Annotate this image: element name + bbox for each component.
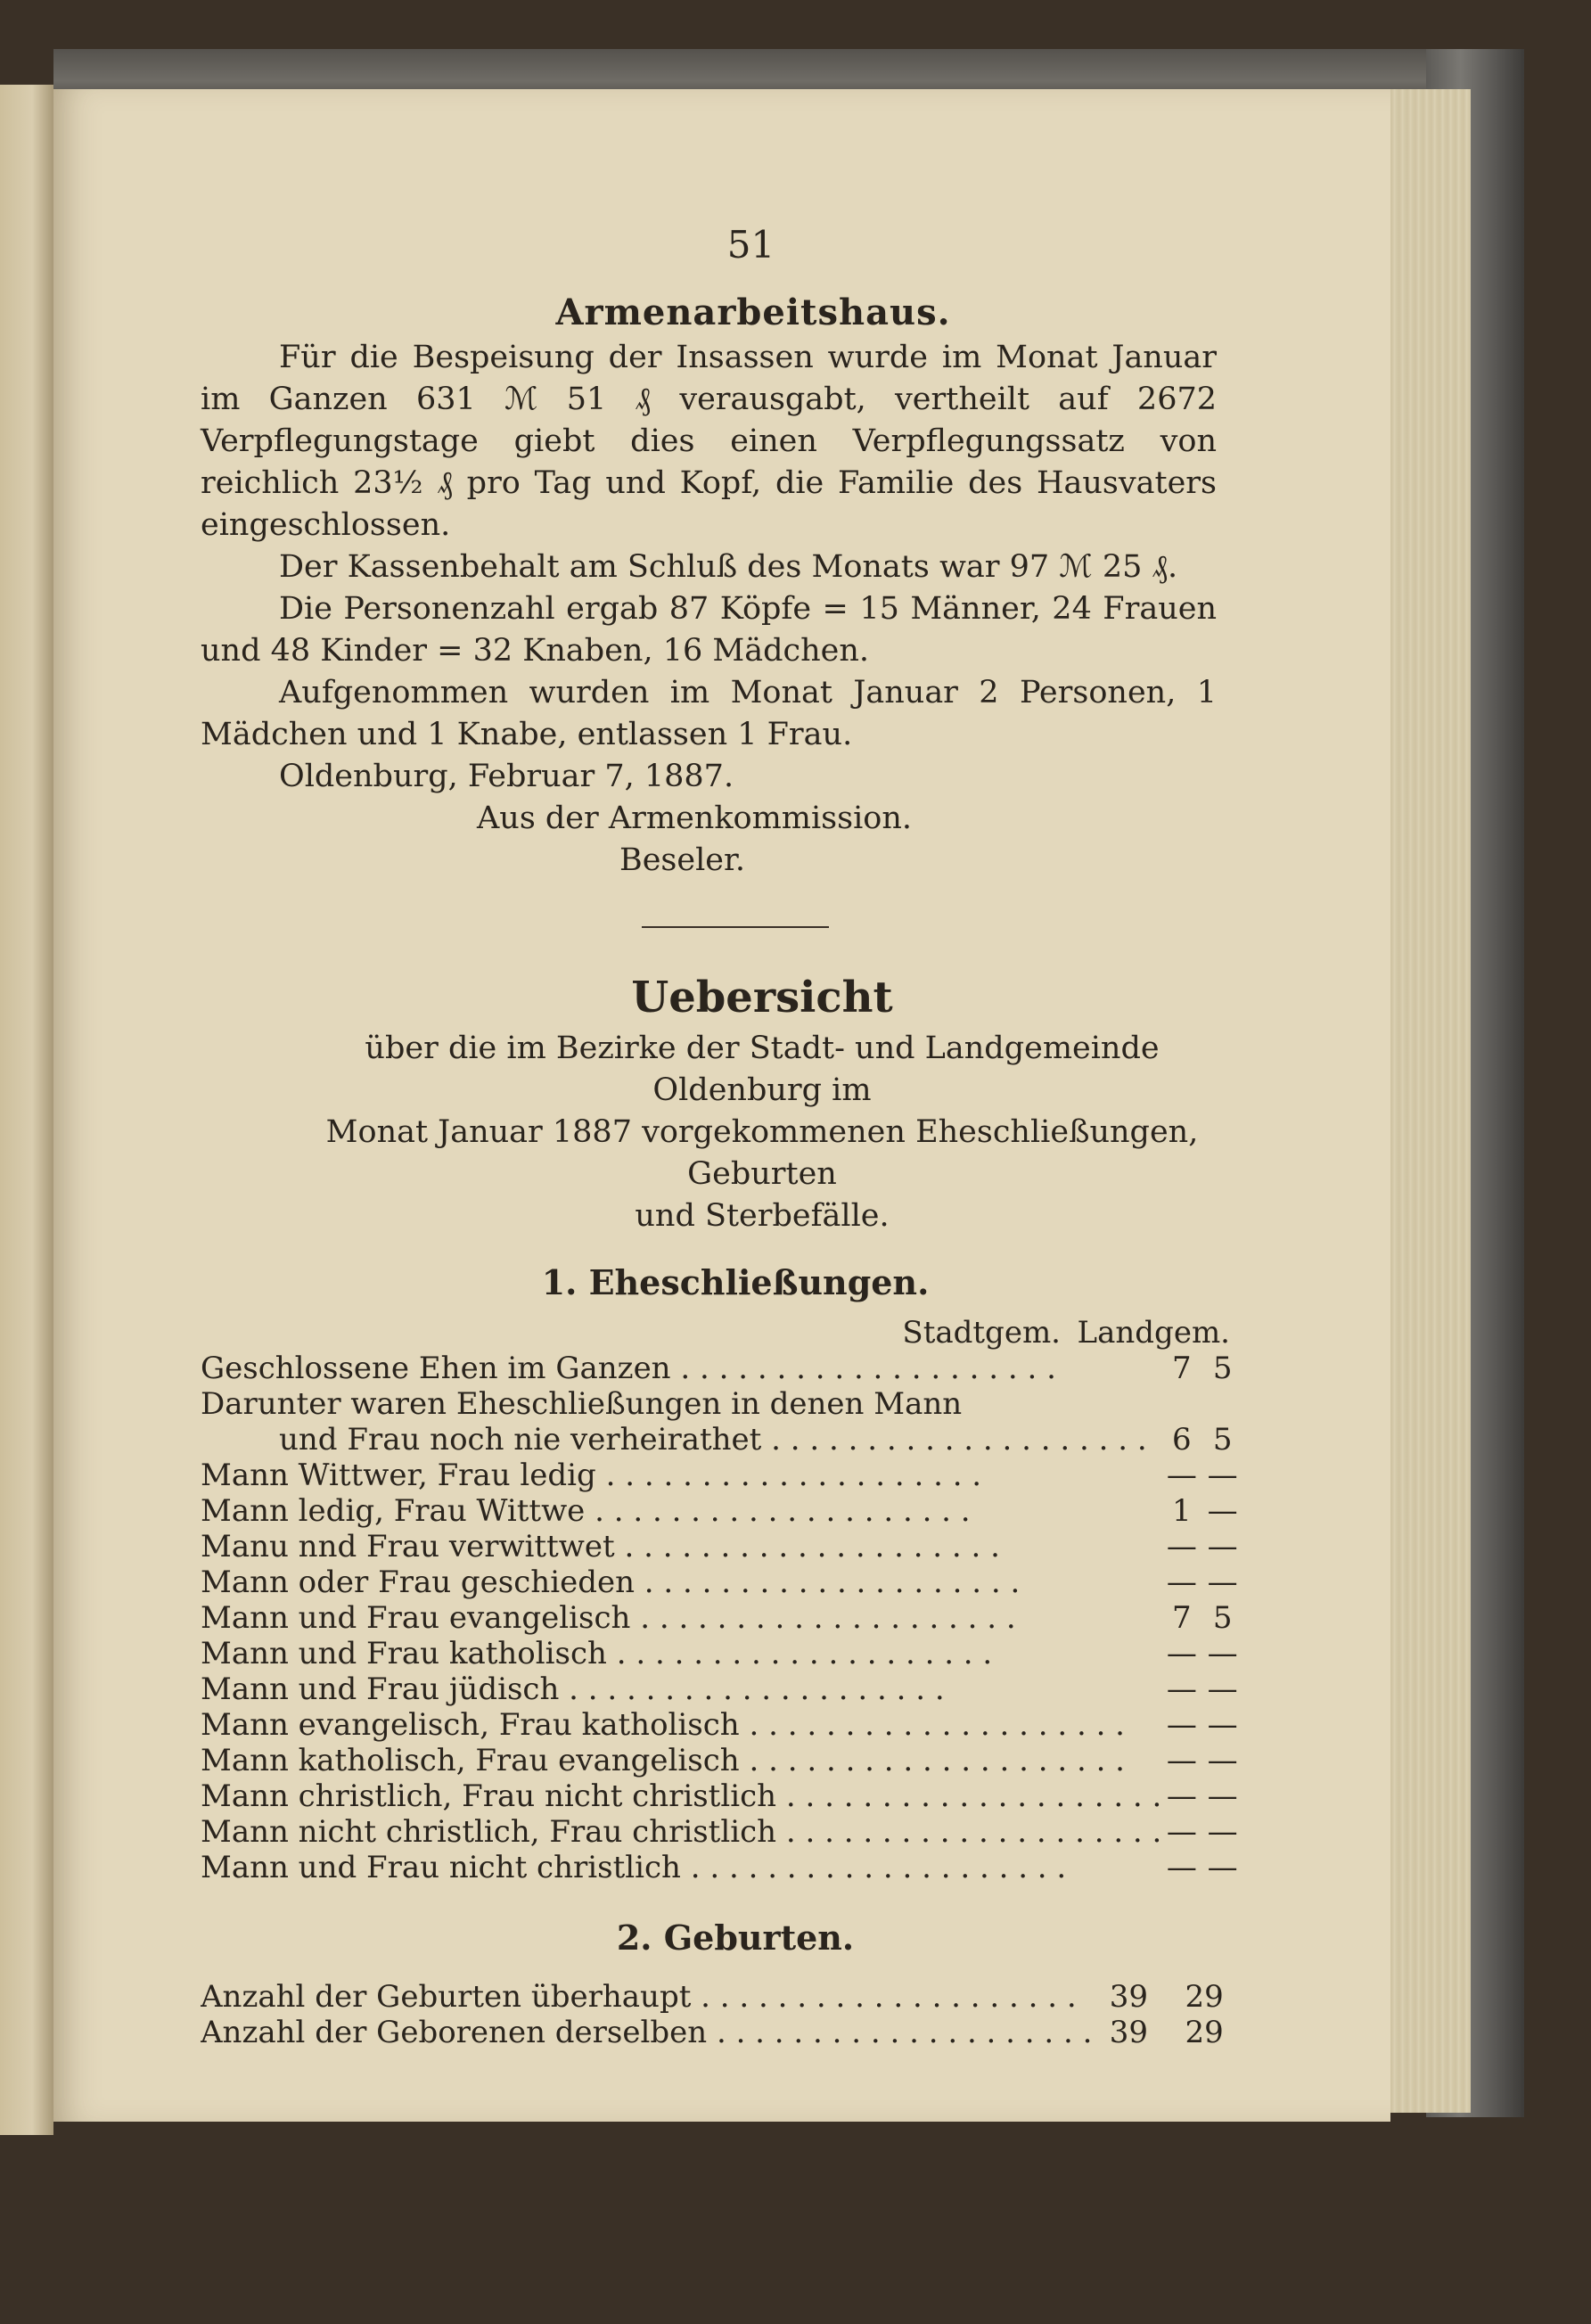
page-stack-edges <box>1386 89 1471 2113</box>
stadt-value: 1 <box>1172 1493 1192 1529</box>
place-date: Oldenburg, Februar 7, 1887. <box>279 759 734 794</box>
stadt-value: — <box>1166 1636 1197 1671</box>
page-number: 51 <box>726 223 775 267</box>
row-label: Mann oder Frau geschieden <box>201 1564 635 1600</box>
table-row <box>201 1671 1243 1707</box>
column-header-stadtgem: Stadtgem. <box>902 1315 1061 1351</box>
stadt-value: 39 <box>1109 1979 1148 2015</box>
row-label: Mann nicht christlich, Frau christlich <box>201 1814 777 1850</box>
row-label: Mann und Frau nicht christlich <box>201 1850 681 1885</box>
row-label: Mann und Frau katholisch <box>201 1636 607 1671</box>
land-value: 29 <box>1185 1979 1224 2015</box>
table-row <box>201 1351 1243 1386</box>
stadt-value: 6 <box>1172 1422 1192 1458</box>
geburten-table <box>201 1979 1243 2050</box>
land-value <box>1201 1386 1243 1422</box>
sender: Aus der Armenkommission. <box>477 801 913 836</box>
stadt-value <box>1161 1386 1201 1422</box>
row-label: Anzahl der Geborenen derselben <box>201 2015 708 2050</box>
table-row <box>201 1850 1243 1885</box>
land-value: 29 <box>1185 2015 1224 2050</box>
land-value: — <box>1207 1564 1238 1600</box>
table-row <box>201 1814 1243 1850</box>
eheschliessungen-title: 1. Eheschließungen. <box>541 1262 930 1302</box>
land-value: — <box>1207 1671 1238 1707</box>
page-content <box>201 223 1238 2050</box>
table-row <box>201 1600 1243 1636</box>
land-value: 5 <box>1212 1351 1233 1386</box>
column-header-landgem: Landgem. <box>1077 1315 1230 1351</box>
row-label: Manu nnd Frau verwittwet <box>201 1529 615 1564</box>
row-label: Mann katholisch, Frau evangelisch <box>201 1743 740 1778</box>
land-value: 5 <box>1212 1600 1233 1636</box>
land-value: — <box>1207 1529 1238 1564</box>
table-row <box>201 1979 1243 2015</box>
table-row <box>201 1707 1243 1743</box>
table-row <box>201 1743 1243 1778</box>
paragraph-kassenbehalt: Der Kassenbehalt am Schluß des Monats war 97 ℳ 25 ₰. <box>279 549 1178 585</box>
land-value: — <box>1207 1493 1238 1529</box>
column-headers <box>201 1315 1230 1351</box>
stadt-value: 39 <box>1109 2015 1148 2050</box>
eheschliessungen-table <box>201 1351 1243 1885</box>
row-label: Darunter waren Eheschließungen in denen Mann <box>201 1386 963 1422</box>
row-label: Mann und Frau evangelisch <box>201 1600 631 1636</box>
signature: Beseler. <box>619 842 746 878</box>
table-row <box>201 2015 1243 2050</box>
stadt-value: — <box>1166 1529 1197 1564</box>
land-value: — <box>1207 1778 1238 1814</box>
row-label: Mann Wittwer, Frau ledig <box>201 1458 596 1493</box>
table-row <box>201 1636 1243 1671</box>
row-label: Anzahl der Geburten überhaupt <box>201 1979 692 2015</box>
stadt-value: — <box>1166 1850 1197 1885</box>
land-value: 5 <box>1212 1422 1233 1458</box>
table-row <box>201 1422 1243 1458</box>
table-row <box>201 1778 1243 1814</box>
row-label: und Frau noch nie verheirathet <box>279 1422 762 1458</box>
row-label: Mann und Frau jüdisch <box>201 1671 560 1707</box>
book-page <box>53 89 1390 2122</box>
land-value: — <box>1207 1636 1238 1671</box>
stadt-value: 7 <box>1172 1600 1192 1636</box>
geburten-title: 2. Geburten. <box>616 1918 855 1958</box>
table-row <box>201 1386 1243 1422</box>
stadt-value: — <box>1166 1707 1197 1743</box>
stadt-value: — <box>1166 1743 1197 1778</box>
row-label: Geschlossene Ehen im Ganzen <box>201 1351 671 1386</box>
uebersicht-subtitle-3: und Sterbefälle. <box>635 1198 890 1234</box>
paragraph-aufgenommen: Aufgenommen wurden im Monat Januar 2 Personen, 1 Mädchen und 1 Knabe, entlassen 1 Frau. <box>201 675 1217 752</box>
uebersicht-title: Uebersicht <box>631 973 893 1022</box>
table-row <box>201 1564 1243 1600</box>
paragraph-bespeisung: Für die Bespeisung der Insassen wurde im Monat Januar im Ganzen 631 ℳ 51 ₰ verausgabt, vertheilt auf 2672 Verpflegungstage giebt dies einen Verpflegungssatz von reichlich 23½ ₰ pro Tag und Kopf, die Familie des Hausvaters eingeschlossen. <box>201 340 1217 543</box>
stadt-value: — <box>1166 1778 1197 1814</box>
stadt-value: — <box>1166 1458 1197 1493</box>
land-value: — <box>1207 1458 1238 1493</box>
paragraph-personenzahl: Die Personenzahl ergab 87 Köpfe = 15 Männer, 24 Frauen und 48 Kinder = 32 Knaben, 16 Mädchen. <box>201 591 1217 669</box>
table-row <box>201 1458 1243 1493</box>
stadt-value: — <box>1166 1814 1197 1850</box>
uebersicht-subtitle-1: über die im Bezirke der Stadt- und Landgemeinde Oldenburg im <box>365 1031 1160 1108</box>
stadt-value: 7 <box>1172 1351 1192 1386</box>
land-value: — <box>1207 1850 1238 1885</box>
left-page-edge <box>0 85 53 2135</box>
land-value: — <box>1207 1743 1238 1778</box>
land-value: — <box>1207 1814 1238 1850</box>
uebersicht-subtitle-2: Monat Januar 1887 vorgekommenen Eheschließungen, Geburten <box>325 1114 1199 1192</box>
section-title-armenarbeitshaus: Armenarbeitshaus. <box>555 292 951 333</box>
stadt-value: — <box>1166 1564 1197 1600</box>
section-divider <box>642 926 829 928</box>
table-row <box>201 1493 1243 1529</box>
stadt-value: — <box>1166 1671 1197 1707</box>
land-value: — <box>1207 1707 1238 1743</box>
row-label: Mann evangelisch, Frau katholisch <box>201 1707 740 1743</box>
table-row <box>201 1529 1243 1564</box>
row-label: Mann ledig, Frau Wittwe <box>201 1493 586 1529</box>
row-label: Mann christlich, Frau nicht christlich <box>201 1778 777 1814</box>
